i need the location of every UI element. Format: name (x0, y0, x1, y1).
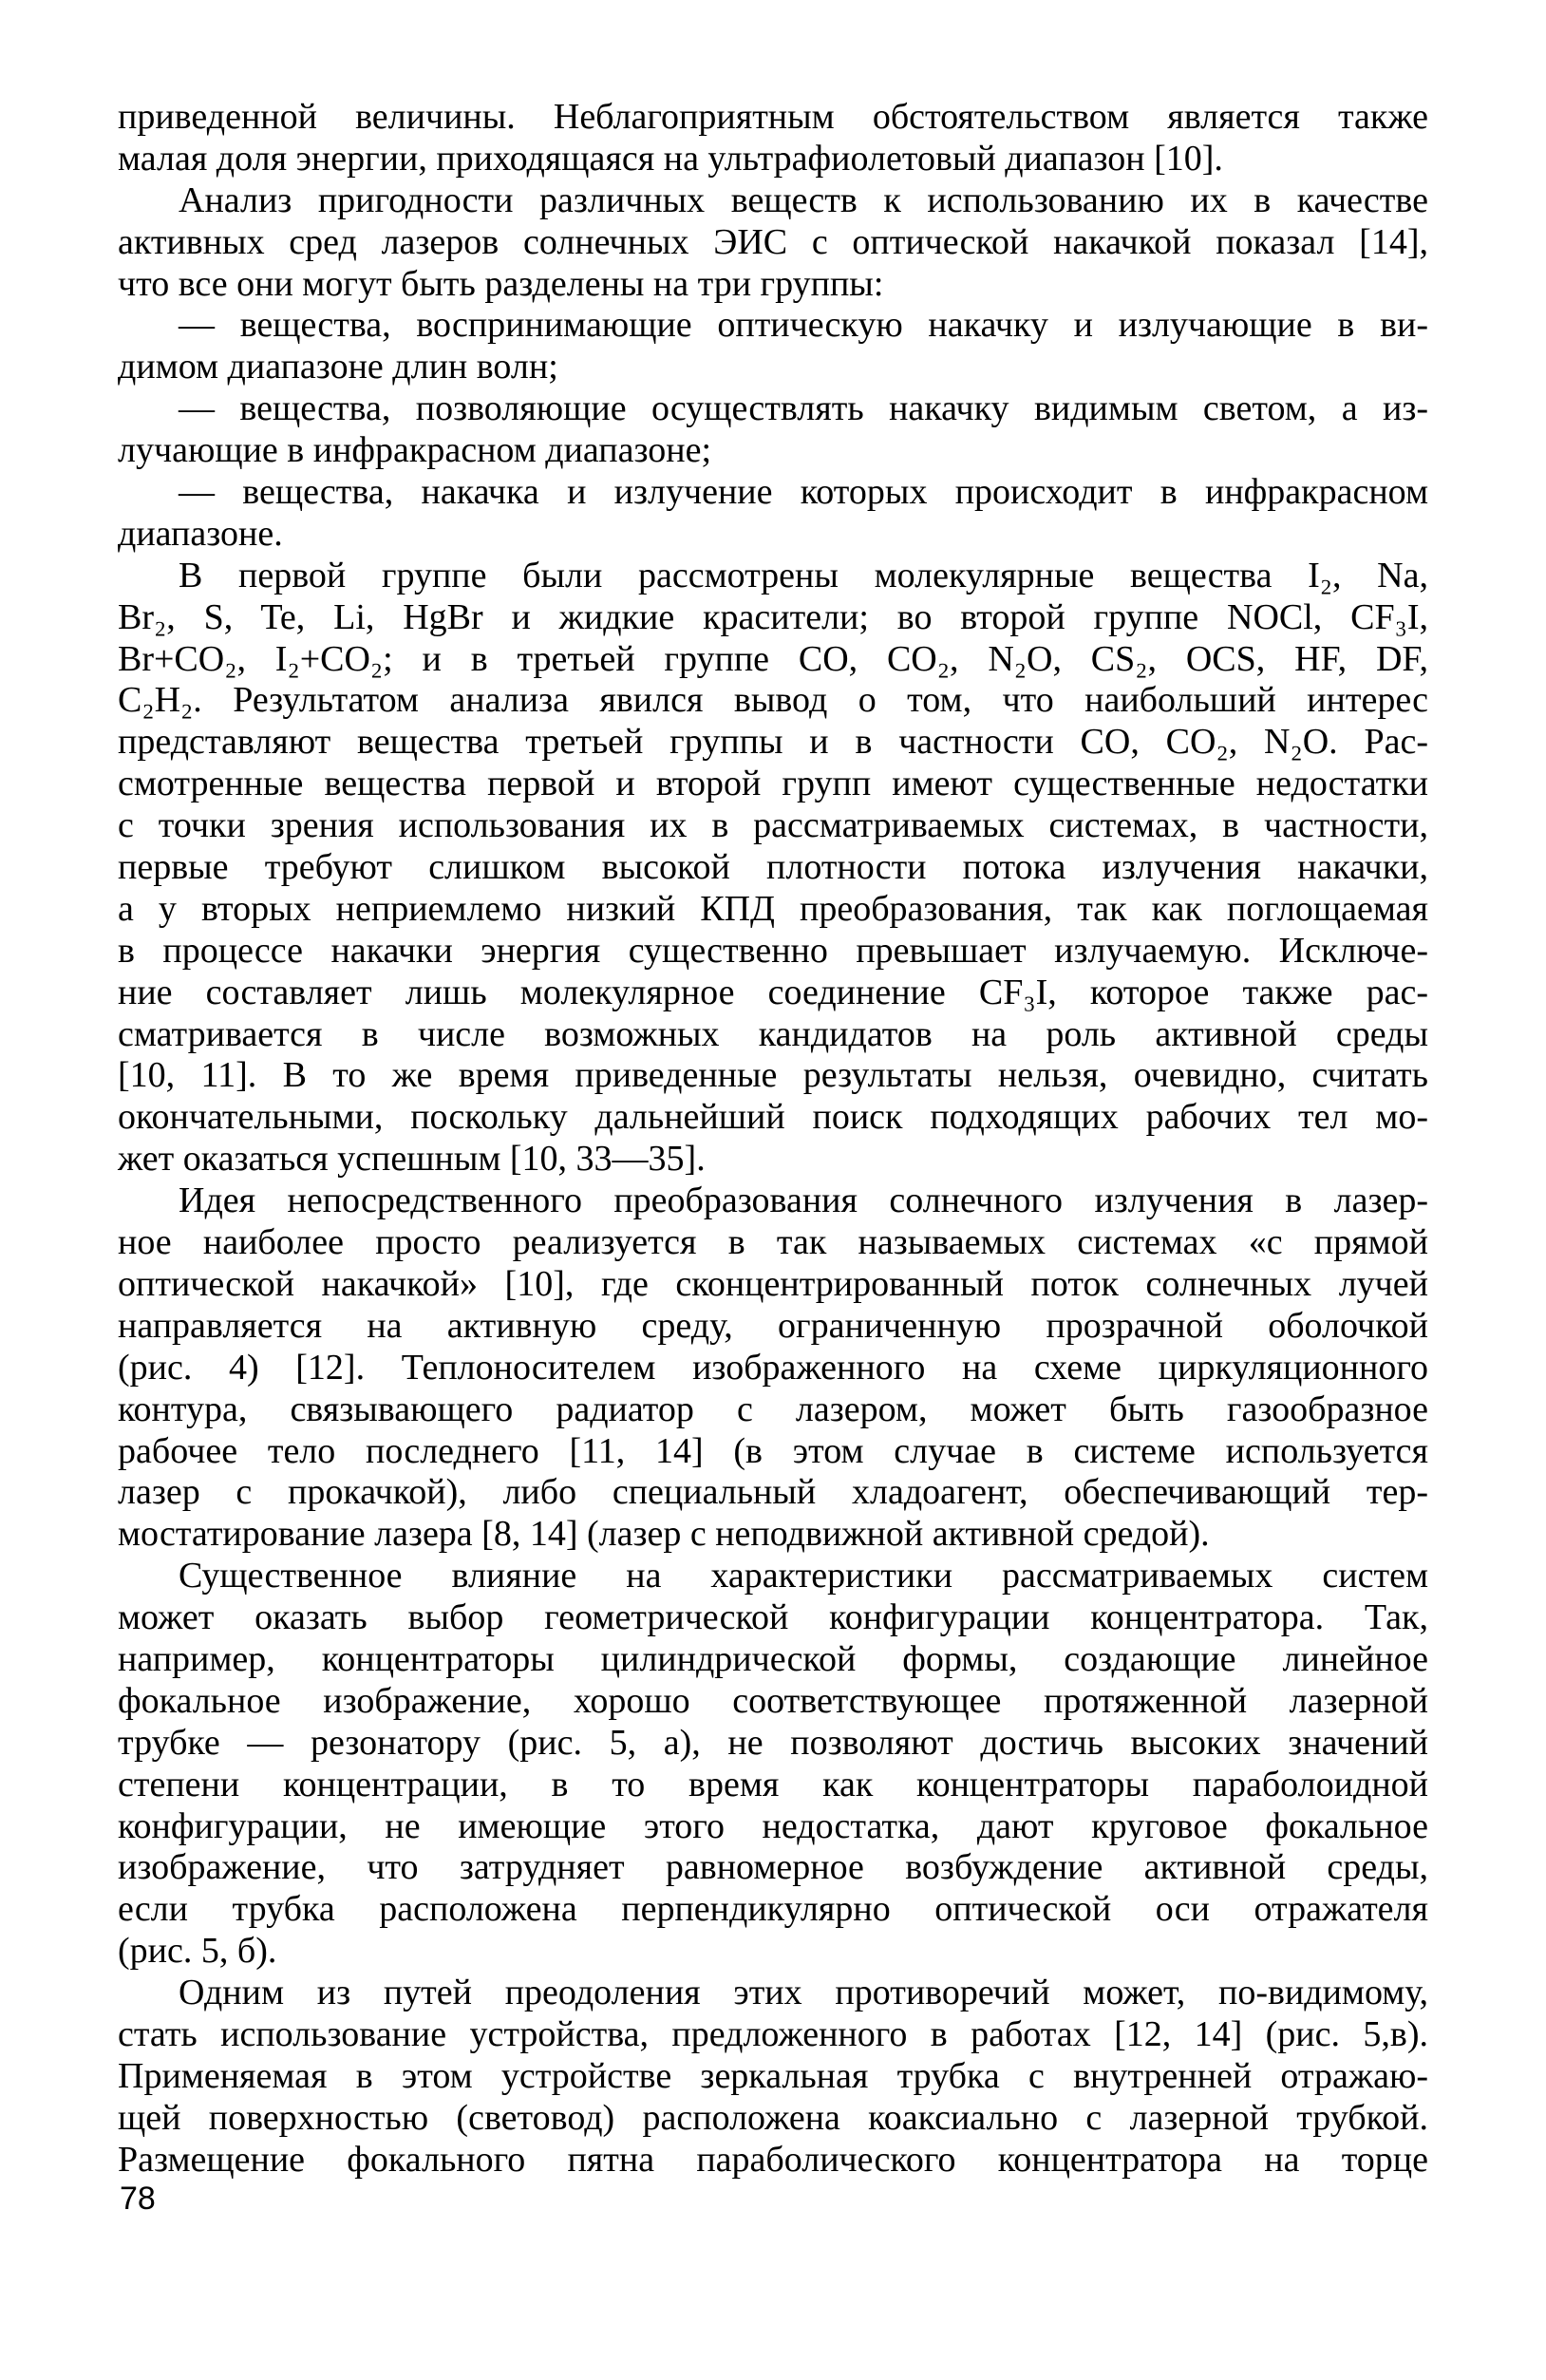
text-line: Br₂, S, Te, Li, HgBr и жидкие красители; во второй группе NOCl, CF₃I, (118, 596, 1428, 637)
text-line: В первой группе были рассмотрены молекулярные вещества I₂, Na, (179, 555, 1428, 595)
text-line: мостатирование лазера [8, 14] (лазер с неподвижной активной средой). (118, 1514, 1210, 1555)
text-line: окончательными, поскольку дальнейший поиск подходящих рабочих тел мо- (118, 1097, 1428, 1138)
paragraph (118, 97, 1428, 180)
text-line: малая доля энергии, приходящаяся на ультрафиолетовый диапазон [10]. (118, 138, 1223, 179)
text-line: фокальное изображение, хорошо соответствующее протяженной лазерной (118, 1680, 1428, 1721)
text-line: Одним из путей преодоления этих противоречий может, по-видимому, (179, 1973, 1428, 2013)
text-line: рабочее тело последнего [11, 14] (в этом случае в системе используется (118, 1430, 1428, 1471)
text-line: с точки зрения использования их в рассматриваемых системах, в частности, (118, 805, 1428, 846)
text-line: лазер с прокачкой), либо специальный хладоагент, обеспечивающий тер- (118, 1472, 1428, 1513)
text-line: диапазоне. (118, 513, 283, 554)
text-line: димом диапазоне длин волн; (118, 347, 558, 387)
text-line: (рис. 5, б). (118, 1931, 277, 1972)
text-line: ное наиболее просто реализуется в так называемых системах «с прямой (118, 1222, 1428, 1263)
text-line: стать использование устройства, предложенного в работах [12, 14] (рис. 5,в). (118, 2013, 1428, 2054)
text-line: сматривается в числе возможных кандидатов на роль активной среды (118, 1013, 1428, 1054)
text-line: Существенное влияние на характеристики рассматриваемых систем (179, 1556, 1428, 1596)
page-number: 78 (120, 2181, 156, 2217)
text-line: оптической накачкой» [10], где сконцентрированный поток солнечных лучей (118, 1263, 1428, 1304)
text-line: контура, связывающего радиатор с лазером, может быть газообразное (118, 1388, 1428, 1429)
text-line: смотренные вещества первой и второй групп имеют существенные недостатки (118, 764, 1428, 804)
text-line: Применяемая в этом устройстве зеркальная трубка с внутренней отражаю- (118, 2055, 1428, 2096)
text-line: а у вторых неприемлемо низкий КПД преобразования, так как поглощаемая (118, 888, 1428, 929)
text-line: Размещение фокального пятна параболического концентратора на торце (118, 2139, 1428, 2180)
text-line: — вещества, накачка и излучение которых происходит в инфракрасном (179, 472, 1428, 513)
text-line: [10, 11]. В то же время приведенные результаты нельзя, очевидно, считать (118, 1055, 1428, 1096)
text-line: приведенной величины. Неблагоприятным обстоятельством является также (118, 97, 1428, 137)
paragraph (118, 1181, 1428, 1556)
text-line: направляется на активную среду, ограниченную прозрачной оболочкой (118, 1305, 1428, 1346)
text-line: (рис. 4) [12]. Теплоносителем изображенного на схеме циркуляционного (118, 1347, 1428, 1388)
paragraph (118, 180, 1428, 306)
text-line: щей поверхностью (световод) расположена коаксиально с лазерной трубкой. (118, 2097, 1428, 2138)
text-line: ние составляет лишь молекулярное соединение CF₃I, которое также рас- (118, 972, 1428, 1012)
text-line: Br+CO₂, I₂+CO₂; и в третьей группе CO, CO₂, N₂O, CS₂, OCS, HF, DF, (118, 638, 1428, 679)
page-body-text (118, 97, 1428, 2182)
text-line: первые требуют слишком высокой плотности потока излучения накачки, (118, 847, 1428, 888)
paragraph (118, 1973, 1428, 2181)
text-line: например, концентраторы цилиндрической формы, создающие линейное (118, 1638, 1428, 1679)
text-line: — вещества, позволяющие осуществлять накачку видимым светом, а из- (179, 388, 1428, 429)
text-line: изображение, что затрудняет равномерное возбуждение активной среды, (118, 1847, 1428, 1888)
text-line: может оказать выбор геометрической конфигурации концентратора. Так, (118, 1597, 1428, 1638)
paragraph (118, 388, 1428, 472)
paragraph (118, 305, 1428, 388)
text-line: если трубка расположена перпендикулярно оптической оси отражателя (118, 1889, 1428, 1930)
text-line: Анализ пригодности различных веществ к использованию их в качестве (179, 179, 1428, 220)
paragraph (118, 1556, 1428, 1973)
text-line: жет оказаться успешным [10, 33—35]. (118, 1139, 706, 1180)
text-line: — вещества, воспринимающие оптическую накачку и излучающие в ви- (179, 305, 1428, 346)
text-line: активных сред лазеров солнечных ЭИС с оптической накачкой показал [14], (118, 221, 1428, 262)
text-line: лучающие в инфракрасном диапазоне; (118, 430, 712, 471)
text-line: степени концентрации, в то время как концентраторы параболоидной (118, 1764, 1428, 1804)
paragraph (118, 472, 1428, 556)
text-line: что все они могут быть разделены на три группы: (118, 263, 884, 304)
text-line: Идея непосредственного преобразования солнечного излучения в лазер- (179, 1181, 1428, 1221)
paragraph (118, 556, 1428, 1181)
text-line: в процессе накачки энергия существенно превышает излучаемую. Исключе- (118, 930, 1428, 971)
text-line: представляют вещества третьей группы и в частности CO, CO₂, N₂O. Рас- (118, 722, 1428, 763)
text-line: конфигурации, не имеющие этого недостатка, дают круговое фокальное (118, 1805, 1428, 1846)
text-line: трубке — резонатору (рис. 5, а), не позволяют достичь высоких значений (118, 1722, 1428, 1763)
text-line: C₂H₂. Результатом анализа явился вывод о том, что наибольший интерес (118, 680, 1428, 721)
